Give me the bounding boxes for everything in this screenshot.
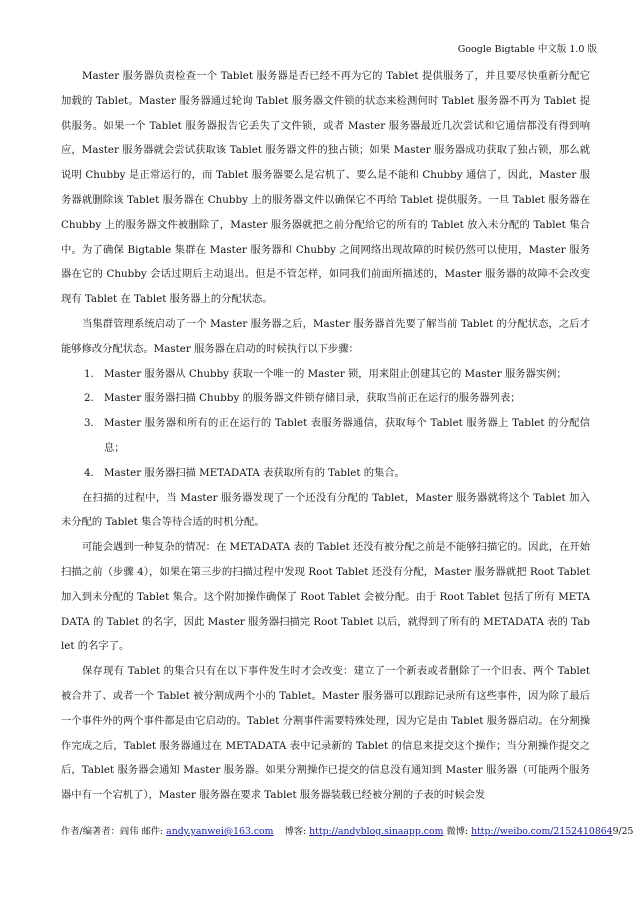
paragraph-root-tablet: 可能会遇到一种复杂的情况：在 METADATA 表的 Tablet 还没有被分配之前是不能够扫描它的。因此，在开始扫描之前（步骤 4），如果在第三步的扫描过程中发现 Root Tablet 还没有分配，Master 服务器就把 Root Tablet 加入到未分配的 Tablet 集合。这个附加操作确保了 Root Tablet 会被分配。由于 Root Tablet 包括了所有 METADATA 的 Tablet 的名字，因此 Master 服务器扫描完 Root Tablet 以后，就得到了所有的 METADATA 表的 Tablet 的名字了。 [61,541,590,653]
step-text: Master 服务器扫描 METADATA 表获取所有的 Tablet 的集合。 [104,466,405,479]
paragraph-master-failure-detection: Master 服务器负责检查一个 Tablet 服务器是否已经不再为它的 Tablet 提供服务了，并且要尽快重新分配它加载的 Tablet。Master 服务器通过轮询 Tablet 服务器文件锁的状态来检测何时 Tablet 服务器不再为 Tablet 提供服务。如果一个 Tablet 服务器报告它丢失了文件锁，或者 Master 服务器最近几次尝试和它通信都没有得到响应，Master 服务器就会尝试获取该 Tablet 服务器文件的独占锁；如果 Master 服务器成功获取了独占锁，那么就说明 Chubby 是正常运行的，而 Tablet 服务器要么是宕机了、要么是不能和 Chubby 通信了，因此，Master 服务器就删除该 Tablet 服务器在 Chubby 上的服务器文件以确保它不再给 Tablet 提供服务。一旦 Tablet 服务器在 Chubby 上的服务器文件被删除了，Master 服务器就把之前分配给它的所有的 Tablet 放入未分配的 Tablet 集合中。为了确保 Bigtable 集群在 Master 服务器和 Chubby 之间网络出现故障的时候仍然可以使用，Master 服务器在它的 Chubby 会话过期后主动退出。但是不管怎样，如同我们前面所描述的，Master 服务器的故障不会改变现有 Tablet 在 Tablet 服务器上的分配状态。 [61,70,590,306]
blog-link[interactable]: http://andyblog.sinaapp.com [309,826,444,837]
step-number: 1. [84,367,94,380]
weibo-label: 微博: [446,826,469,837]
step-text: Master 服务器扫描 Chubby 的服务器文件锁存储目录，获取当前正在运行的服务器列表； [104,392,521,405]
email-link[interactable]: andy.yanwei@163.com [166,826,274,837]
startup-steps-list [61,362,590,486]
list-item [61,362,590,387]
page-header: Google Bigtable 中文版 1.0 版 [457,44,597,55]
step-number: 2. [84,392,94,405]
paragraph-master-startup-intro: 当集群管理系统启动了一个 Master 服务器之后，Master 服务器首先要了解当前 Tablet 的分配状态，之后才能够修改分配状态。Master 服务器在启动的时候执行以下步骤： [61,317,590,355]
page-number: 9/25 [612,826,634,837]
list-item [61,461,590,486]
step-number: 4. [84,466,94,479]
paragraph-tablet-set-changes: 保存现有 Tablet 的集合只有在以下事件发生时才会改变：建立了一个新表或者删除了一个旧表、两个 Tablet 被合并了、或者一个 Tablet 被分割成两个小的 Tablet。Master 服务器可以跟踪记录所有这些事件，因为除了最后一个事件外的两个事件都是由它启动的。Tablet 分割事件需要特殊处理，因为它是由 Tablet 服务器启动。在分割操作完成之后，Tablet 服务器通过在 METADATA 表中记录新的 Tablet 的信息来提交这个操作；当分割操作提交之后，Tablet 服务器会通知 Master 服务器。如果分割操作已提交的信息没有通知到 Master 服务器（可能两个服务器中有一个宕机了），Master 服务器在要求 Tablet 服务器装载已经被分割的子表的时候会发 [61,665,590,802]
blog-label: 博客: [284,826,307,837]
list-item [61,386,590,411]
footer-credits [61,826,613,838]
step-number: 3. [84,417,94,430]
author-label: 作者/编著者：阎伟 邮件: [61,826,164,837]
page-footer [61,826,634,838]
weibo-link[interactable]: http://weibo.com/2152410864 [471,826,613,837]
list-item [61,411,590,461]
step-text: Master 服务器和所有的正在运行的 Tablet 表服务器通信，获取每个 Tablet 服务器上 Tablet 的分配信息； [104,417,590,454]
document-body [61,64,590,808]
step-text: Master 服务器从 Chubby 获取一个唯一的 Master 锁，用来阻止创建其它的 Master 服务器实例； [104,367,567,380]
paragraph-unassigned-tablet: 在扫描的过程中，当 Master 服务器发现了一个还没有分配的 Tablet，Master 服务器就将这个 Tablet 加入未分配的 Tablet 集合等待合适的时机分配。 [61,491,590,529]
